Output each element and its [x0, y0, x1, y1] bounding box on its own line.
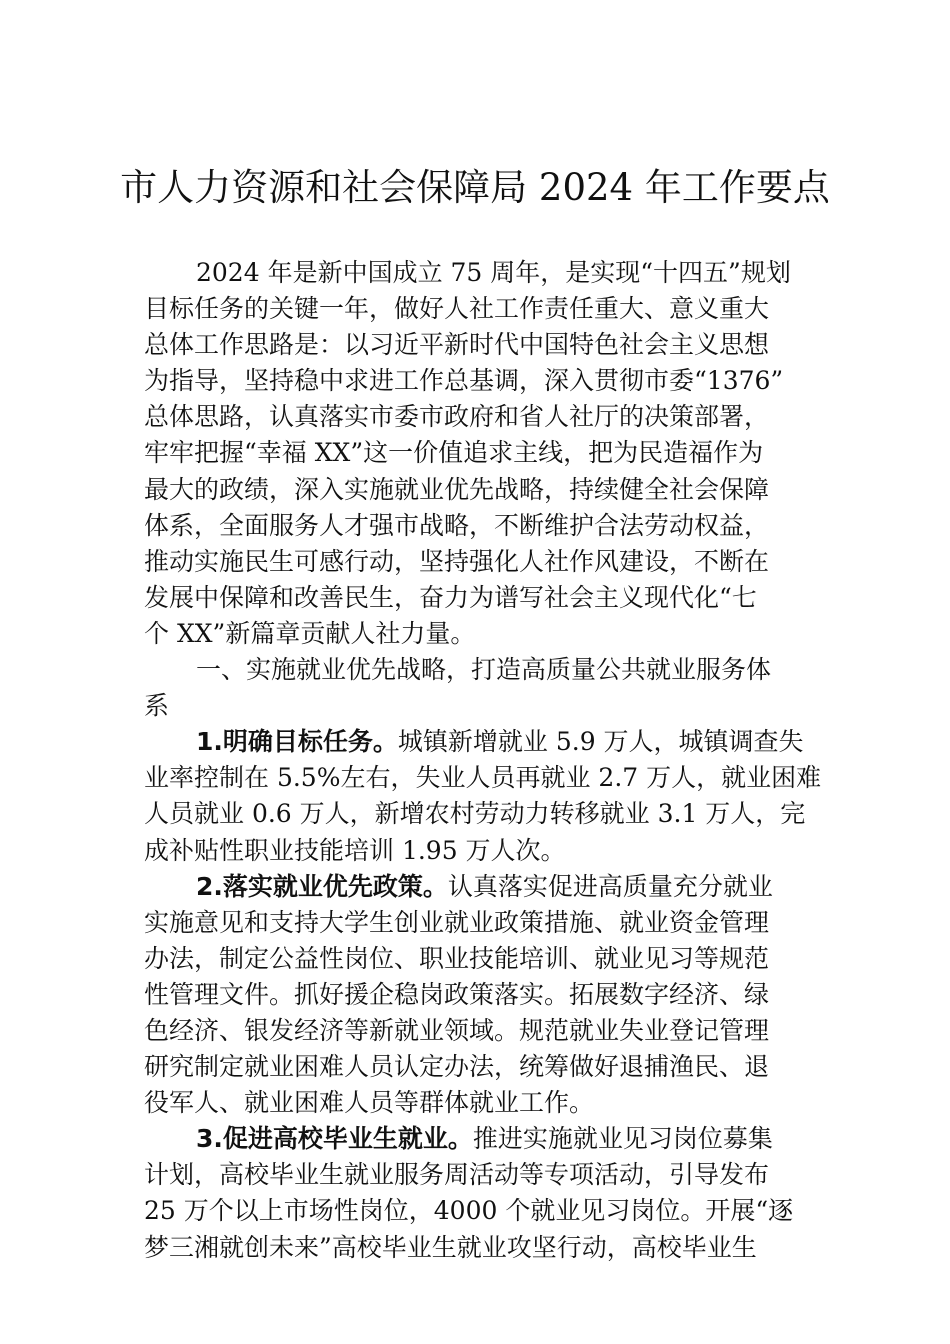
- paragraph-line: 个 XX”新篇章贡献人社力量。: [144, 618, 476, 648]
- paragraph-line: [144, 869, 808, 905]
- paragraph-line: 实施意见和支持大学生创业就业政策措施、就业资金管理: [144, 907, 770, 937]
- paragraph-line: 色经济、银发经济等新就业领域。规范就业失业登记管理: [144, 1015, 770, 1045]
- document-body: [144, 255, 822, 1266]
- item-text: 推进实施就业见习岗位募集: [472, 1124, 773, 1154]
- paragraph-line: 办法，制定公益性岗位、职业技能培训、就业见习等规范: [144, 943, 770, 973]
- paragraph-line: 目标任务的关键一年，做好人社工作责任重大、意义重大: [144, 294, 770, 324]
- item-label: 2.落实就业优先政策。: [196, 871, 448, 901]
- item-paragraph-1: [144, 724, 822, 868]
- item-label: 1.明确目标任务。: [196, 727, 398, 757]
- paragraph-line: 研究制定就业困难人员认定办法，统筹做好退捕渔民、退: [144, 1052, 770, 1082]
- paragraph-line: 梦三湘就创未来”高校毕业生就业攻坚行动，高校毕业生: [144, 1232, 757, 1262]
- paragraph-line: 牢牢把握“幸福 XX”这一价值追求主线，把为民造福作为: [144, 438, 764, 468]
- paragraph-line: 计划，高校毕业生就业服务周活动等专项活动，引导发布: [144, 1160, 770, 1190]
- paragraph-line: 业率控制在 5.5%左右，失业人员再就业 2.7 万人，就业困难: [144, 763, 822, 793]
- item-paragraph-3: [144, 1121, 808, 1265]
- item-text: 认真落实促进高质量充分就业: [447, 871, 773, 901]
- paragraph-line: 总体思路，认真落实市委市政府和省人社厅的决策部署，: [144, 402, 770, 432]
- paragraph-line: 人员就业 0.6 万人，新增农村劳动力转移就业 3.1 万人，完: [144, 799, 806, 829]
- document-title: 市人力资源和社会保障局 2024 年工作要点: [120, 166, 830, 209]
- paragraph-line: 役军人、就业困难人员等群体就业工作。: [144, 1088, 595, 1118]
- paragraph-line: 25 万个以上市场性岗位，4000 个就业见习岗位。开展“逐: [144, 1196, 794, 1226]
- paragraph-line: 性管理文件。抓好援企稳岗政策落实。拓展数字经济、绿: [144, 979, 770, 1009]
- paragraph-line: 2024 年是新中国成立 75 周年，是实现“十四五”规划: [196, 258, 791, 287]
- paragraph-line: 最大的政绩，深入实施就业优先战略，持续健全社会保障: [144, 474, 770, 504]
- section-heading: [144, 652, 808, 724]
- paragraph-line: [144, 1121, 808, 1157]
- intro-paragraph: [144, 255, 808, 652]
- paragraph-line: 推动实施民生可感行动，坚持强化人社作风建设，不断在: [144, 546, 770, 576]
- item-paragraph-2: [144, 869, 808, 1122]
- paragraph-line: 发展中保障和改善民生，奋力为谱写社会主义现代化“七: [144, 582, 757, 612]
- paragraph-line: 为指导，坚持稳中求进工作总基调，深入贯彻市委“1376”: [144, 366, 784, 396]
- paragraph-line: 总体工作思路是：以习近平新时代中国特色社会主义思想: [144, 330, 770, 360]
- paragraph-line: 成补贴性职业技能培训 1.95 万人次。: [144, 835, 566, 865]
- paragraph-line: [144, 724, 808, 760]
- section-heading-line: 系: [144, 691, 170, 721]
- item-label: 3.促进高校毕业生就业。: [196, 1124, 473, 1154]
- section-heading-line: 一、实施就业优先战略，打造高质量公共就业服务体: [196, 655, 772, 685]
- item-text: 城镇新增就业 5.9 万人，城镇调查失: [397, 727, 804, 757]
- paragraph-line: 体系，全面服务人才强市战略，不断维护合法劳动权益，: [144, 510, 770, 540]
